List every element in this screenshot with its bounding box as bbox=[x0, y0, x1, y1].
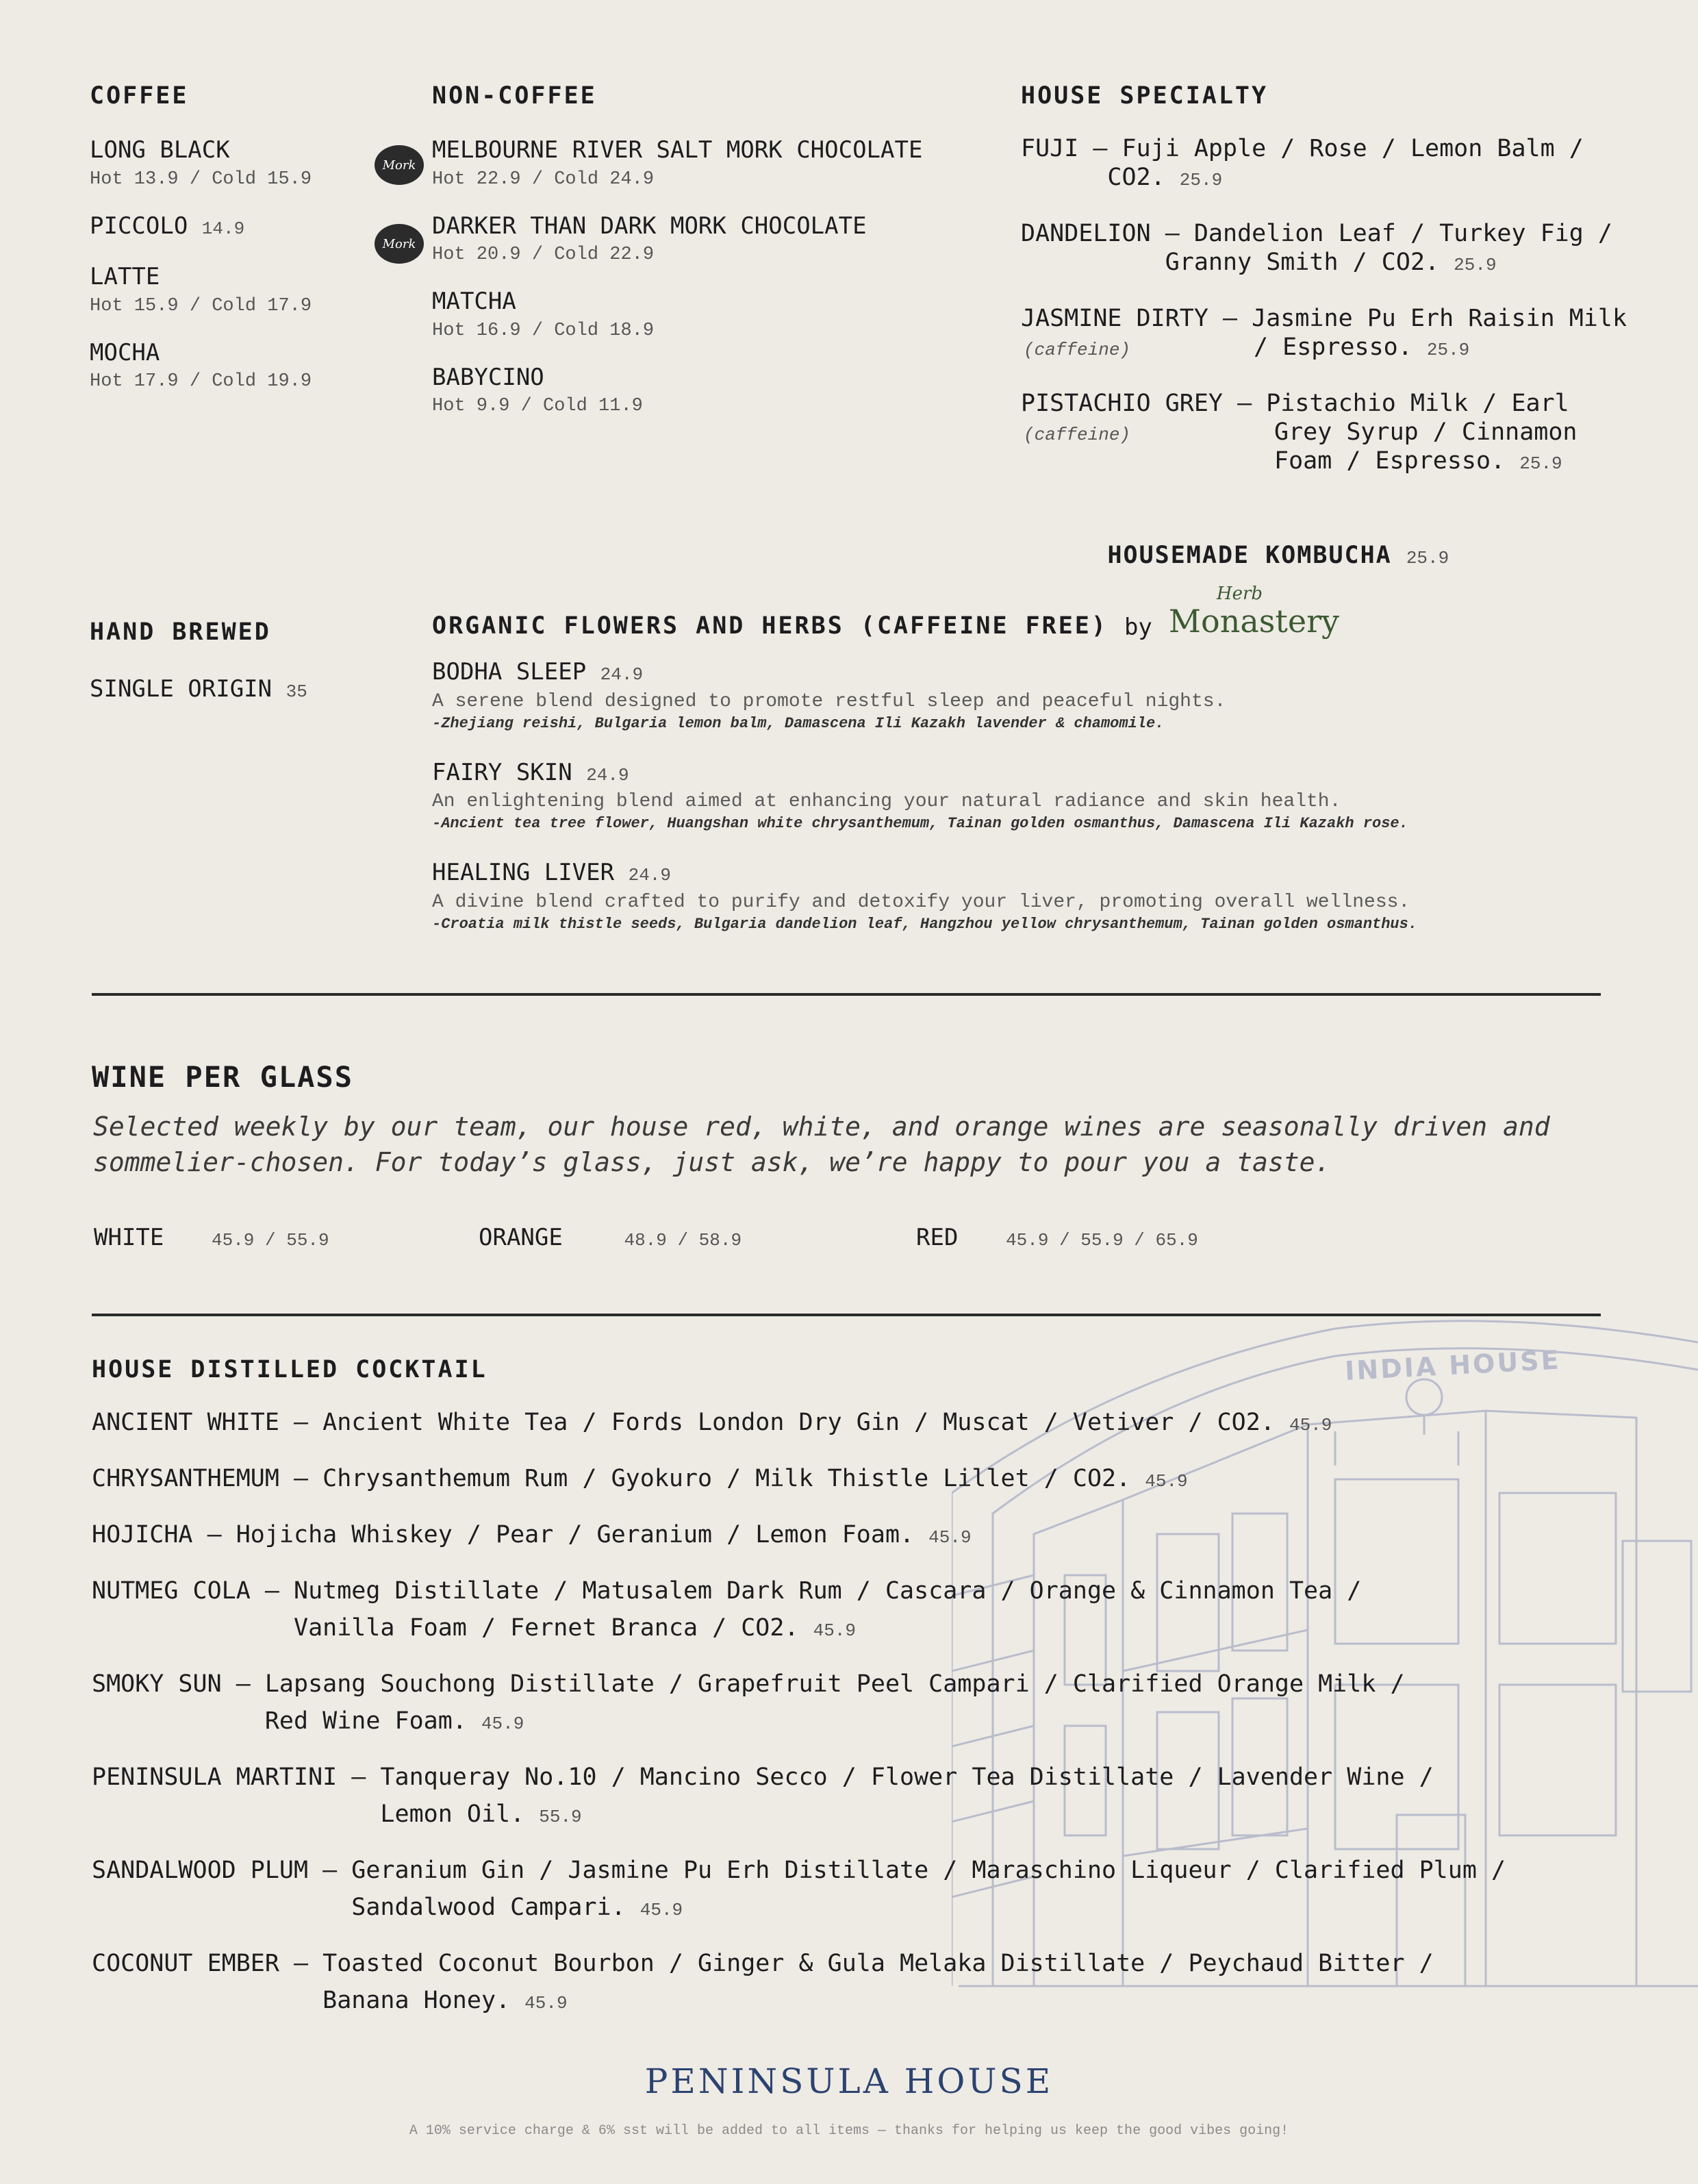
item-name: MOCHA bbox=[90, 338, 160, 366]
item-desc: Banana Honey. bbox=[92, 1987, 511, 2014]
item-name: COCONUT EMBER – Toasted Coconut Bourbon / Ginger & Gula Melaka Distillate / Peychaud Bitter / bbox=[92, 1950, 1434, 1977]
item-price: 25.9 bbox=[1426, 340, 1470, 360]
caffeine-note: (caffeine) bbox=[1024, 340, 1131, 360]
item-name: JASMINE DIRTY – Jasmine Pu Erh Raisin Milk bbox=[1021, 305, 1627, 332]
item-name: DANDELION – Dandelion Leaf / Turkey Fig / bbox=[1021, 220, 1612, 247]
item-desc: Lemon Oil. bbox=[92, 1800, 525, 1828]
herb-item bbox=[432, 858, 1596, 933]
item-price: Hot 16.9 / Cold 18.9 bbox=[432, 320, 655, 341]
specialty-item bbox=[1021, 304, 1678, 364]
item-price: 48.9 / 58.9 bbox=[624, 1230, 742, 1251]
item-desc: Red Wine Foam. bbox=[92, 1707, 467, 1735]
cocktail-item bbox=[92, 1460, 1632, 1500]
cocktail-item bbox=[92, 1572, 1632, 1649]
item-name: BABYCINO bbox=[432, 363, 544, 391]
herbs-by: by bbox=[1124, 614, 1152, 641]
item-price: 25.9 bbox=[1454, 255, 1497, 275]
section-divider bbox=[92, 1314, 1601, 1316]
item-price: 55.9 bbox=[539, 1807, 582, 1827]
house-specialty-heading: HOUSE SPECIALTY bbox=[1021, 82, 1269, 110]
cocktail-heading: HOUSE DISTILLED COCKTAIL bbox=[92, 1356, 487, 1383]
item-name: ORANGE bbox=[479, 1224, 563, 1251]
menu-item bbox=[432, 287, 980, 341]
cocktail-item bbox=[92, 1404, 1632, 1444]
item-desc: CO2. bbox=[1021, 164, 1165, 191]
item-desc: A serene blend designed to promote restful sleep and peaceful nights. bbox=[432, 690, 1226, 712]
item-desc: Vanilla Foam / Fernet Branca / CO2. bbox=[92, 1614, 799, 1642]
specialty-item bbox=[1021, 389, 1678, 478]
item-desc: / Espresso. bbox=[1254, 334, 1412, 361]
menu-item bbox=[432, 363, 980, 417]
footer-note: A 10% service charge & 6% sst will be added to all items — thanks for helping us keep the good vibes going! bbox=[409, 2123, 1289, 2139]
item-name: FUJI – Fuji Apple / Rose / Lemon Balm / bbox=[1021, 135, 1584, 162]
item-name: LONG BLACK bbox=[90, 136, 230, 164]
herbs-section bbox=[432, 583, 1596, 933]
caffeine-note: (caffeine) bbox=[1024, 425, 1131, 445]
footer-brand: PENINSULA HOUSE bbox=[644, 2061, 1054, 2101]
wine-item bbox=[479, 1223, 742, 1253]
cocktail-item bbox=[92, 1945, 1632, 2022]
herbs-heading: ORGANIC FLOWERS AND HERBS (CAFFEINE FREE) bbox=[432, 612, 1108, 640]
item-price: 45.9 bbox=[639, 1900, 683, 1920]
wine-heading: WINE PER GLASS bbox=[92, 1060, 354, 1094]
hand-brewed-heading: HAND BREWED bbox=[90, 618, 271, 646]
item-name: CHRYSANTHEMUM – Chrysanthemum Rum / Gyokuro / Milk Thistle Lillet / CO2. bbox=[92, 1465, 1131, 1492]
cocktail-section bbox=[92, 1356, 1632, 2022]
item-price: 45.9 bbox=[481, 1714, 524, 1734]
item-desc: Grey Syrup / Cinnamon bbox=[1274, 418, 1577, 446]
item-name: SMOKY SUN – Lapsang Souchong Distillate / Grapefruit Peel Campari / Clarified Orange Milk / bbox=[92, 1670, 1405, 1698]
specialty-item bbox=[1021, 134, 1678, 194]
item-price: 24.9 bbox=[628, 865, 672, 886]
hand-brewed-section bbox=[90, 618, 398, 704]
item-price: 25.9 bbox=[1406, 548, 1449, 568]
item-name: HOUSEMADE KOMBUCHA bbox=[1107, 542, 1392, 569]
item-name: WHITE bbox=[94, 1224, 164, 1251]
item-price: 24.9 bbox=[586, 764, 629, 786]
item-price: Hot 9.9 / Cold 11.9 bbox=[432, 396, 643, 416]
item-price: Hot 13.9 / Cold 15.9 bbox=[90, 168, 312, 190]
coffee-heading: COFFEE bbox=[90, 82, 189, 110]
item-name: LATTE bbox=[90, 263, 160, 290]
non-coffee-heading: NON-COFFEE bbox=[432, 82, 597, 110]
item-desc: Granny Smith / CO2. bbox=[1021, 249, 1440, 276]
item-price: 45.9 bbox=[1145, 1471, 1188, 1492]
cocktail-item bbox=[92, 1759, 1632, 1835]
menu-item bbox=[90, 338, 364, 392]
house-specialty-section bbox=[1021, 82, 1678, 601]
item-name: ANCIENT WHITE – Ancient White Tea / Fords London Dry Gin / Muscat / Vetiver / CO2. bbox=[92, 1409, 1275, 1436]
menu-item bbox=[432, 136, 980, 190]
cocktail-item bbox=[92, 1666, 1632, 1742]
item-name: HEALING LIVER bbox=[432, 859, 615, 886]
item-price: Hot 17.9 / Cold 19.9 bbox=[90, 371, 312, 392]
menu-item bbox=[432, 212, 980, 266]
item-price: 14.9 bbox=[201, 218, 245, 239]
specialty-item bbox=[1021, 219, 1678, 279]
wine-item bbox=[916, 1223, 1198, 1253]
item-name: RED bbox=[916, 1224, 959, 1251]
herb-item bbox=[432, 758, 1596, 833]
menu-item bbox=[90, 136, 364, 190]
item-price: 25.9 bbox=[1519, 453, 1562, 474]
item-price: 45.9 / 55.9 bbox=[212, 1230, 329, 1251]
menu-item bbox=[90, 212, 364, 241]
item-price: 45.9 / 55.9 / 65.9 bbox=[1006, 1230, 1198, 1251]
item-name: PENINSULA MARTINI – Tanqueray No.10 / Mancino Secco / Flower Tea Distillate / Lavender Wine / bbox=[92, 1763, 1434, 1791]
item-price: 24.9 bbox=[600, 664, 644, 685]
item-price: 25.9 bbox=[1179, 170, 1223, 190]
item-name: NUTMEG COLA – Nutmeg Distillate / Matusalem Dark Rum / Cascara / Orange & Cinnamon Tea / bbox=[92, 1577, 1362, 1605]
wine-intro: Selected weekly by our team, our house red, white, and orange wines are seasonally driven and sommelier-chosen. For today’s glass, just ask, we’re happy to pour you a taste. bbox=[93, 1112, 1550, 1177]
herb-item bbox=[432, 657, 1596, 732]
item-desc: Sandalwood Campari. bbox=[92, 1894, 626, 1921]
item-name: FAIRY SKIN bbox=[432, 758, 572, 786]
item-name: HOJICHA – Hojicha Whiskey / Pear / Geranium / Lemon Foam. bbox=[92, 1521, 915, 1548]
non-coffee-section bbox=[432, 82, 980, 438]
menu-item bbox=[90, 262, 364, 316]
item-name: PISTACHIO GREY – Pistachio Milk / Earl bbox=[1021, 390, 1569, 417]
wine-section bbox=[92, 1060, 1598, 1180]
wine-item bbox=[94, 1223, 329, 1253]
item-name: SINGLE ORIGIN bbox=[90, 675, 273, 703]
item-price: 45.9 bbox=[1289, 1415, 1332, 1435]
item-name: DARKER THAN DARK MORK CHOCOLATE bbox=[432, 212, 867, 240]
item-desc: An enlightening blend aimed at enhancing your natural radiance and skin health. bbox=[432, 791, 1341, 812]
cocktail-item bbox=[92, 1516, 1632, 1556]
item-price: 45.9 bbox=[524, 1993, 568, 2013]
item-desc: A divine blend crafted to purify and detoxify your liver, promoting overall wellness. bbox=[432, 891, 1410, 913]
item-name: PICCOLO bbox=[90, 212, 188, 240]
section-divider bbox=[92, 993, 1601, 996]
item-ingredients: -Zhejiang reishi, Bulgaria lemon balm, Damascena Ili Kazakh lavender & chamomile. bbox=[432, 714, 1165, 732]
item-name: SANDALWOOD PLUM – Geranium Gin / Jasmine Pu Erh Distillate / Maraschino Liqueur / Clarified Plum / bbox=[92, 1857, 1506, 1884]
item-ingredients: -Croatia milk thistle seeds, Bulgaria dandelion leaf, Hangzhou yellow chrysanthemum, Tainan golden osmanthus. bbox=[432, 915, 1418, 933]
item-price: 35 bbox=[286, 681, 307, 702]
item-price: Hot 22.9 / Cold 24.9 bbox=[432, 168, 655, 190]
item-price: 45.9 bbox=[813, 1620, 857, 1641]
illustration-sign: INDIA HOUSE bbox=[1344, 1344, 1562, 1386]
herb-monastery-logo: Herb Monastery bbox=[1168, 583, 1340, 640]
menu-item bbox=[90, 675, 398, 704]
kombucha-item bbox=[1021, 512, 1678, 601]
coffee-section bbox=[90, 82, 364, 414]
item-name: MATCHA bbox=[432, 288, 516, 315]
cocktail-item bbox=[92, 1852, 1632, 1929]
item-ingredients: -Ancient tea tree flower, Huangshan white chrysanthemum, Tainan golden osmanthus, Damascena Ili Kazakh rose. bbox=[432, 815, 1408, 832]
item-name: MELBOURNE RIVER SALT MORK CHOCOLATE bbox=[432, 136, 923, 164]
item-price: Hot 15.9 / Cold 17.9 bbox=[90, 295, 312, 316]
mork-logo-icon: Mork bbox=[375, 224, 424, 264]
item-name: BODHA SLEEP bbox=[432, 658, 587, 686]
mork-logo-icon: Mork bbox=[375, 145, 424, 185]
item-price: 45.9 bbox=[928, 1527, 972, 1548]
item-desc: Foam / Espresso. bbox=[1274, 447, 1506, 475]
item-price: Hot 20.9 / Cold 22.9 bbox=[432, 244, 655, 265]
